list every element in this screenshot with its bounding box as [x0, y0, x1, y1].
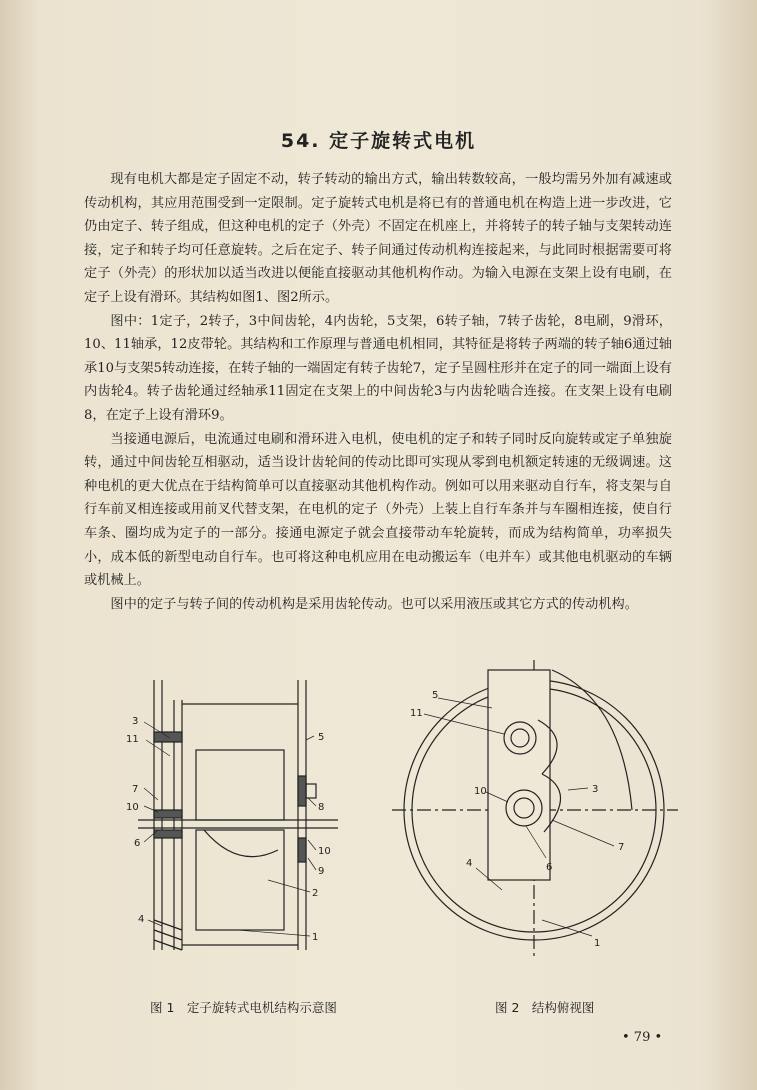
- page-number: • 79 •: [622, 1030, 663, 1045]
- figure-2-caption: 图 2 结构俯视图: [495, 1000, 595, 1015]
- fig1-label-2: 2: [312, 888, 319, 899]
- fig1-label-11: 11: [126, 734, 139, 745]
- fig1-label-9: 9: [318, 866, 325, 877]
- paragraph-4: 图中的定子与转子间的传动机构是采用齿轮传动。也可以采用液压或其它方式的传动机构。: [110, 596, 638, 612]
- fig1-label-10b: 10: [318, 846, 331, 857]
- paragraph-3: 当接通电源后，电流通过电刷和滑环进入电机，使电机的定子和转子同时反向旋转或定子单独旋转，通过中间齿轮互相驱动，适当设计齿轮间的传动比即可实现从零到电机额定转速的无级调速。这种电机的更大优点在于结构简单可以直接驱动其他机构作动。例如可以用来驱动自行车，将支架与自行车前叉相连接或用前叉代替支架，在电机的定子（外壳）上装上自行车条并与车圈相连接，使自行车条、圈均成为定子的一部分。接通电源定子就会直接带动车轮旋转，而成为结构简单，功率损失小，成本低的新型电动自行车。也可将这种电机应用在电动搬运车（电并车）或其他电机驱动的车辆或机械上。: [84, 431, 672, 589]
- fig1-label-10a: 10: [126, 802, 139, 813]
- fig2-label-4: 4: [466, 858, 473, 869]
- figure-2-top-view: [392, 640, 682, 970]
- article-body: [84, 168, 672, 616]
- figure-1-caption: 图 1 定子旋转式电机结构示意图: [150, 1000, 337, 1015]
- fig2-label-6: 6: [546, 862, 553, 873]
- fig1-label-5: 5: [318, 732, 325, 743]
- fig2-label-5: 5: [432, 690, 439, 701]
- fig1-label-3: 3: [132, 716, 139, 727]
- fig1-label-6: 6: [134, 838, 141, 849]
- figure-1-schematic: [118, 680, 358, 970]
- fig2-label-1: 1: [594, 938, 601, 949]
- fig1-label-4: 4: [138, 914, 145, 925]
- fig2-label-11: 11: [410, 708, 423, 719]
- paragraph-1: 现有电机大都是定子固定不动，转子转动的输出方式，输出转数较高，一般均需另外加有减速或传动机构，其应用范围受到一定限制。定子旋转式电机是将已有的普通电机在构造上进一步改进，它仍由定子、转子组成，但这种电机的定子（外壳）不固定在机座上，并将转子的转子轴与支架转动连接，定子和转子均可任意旋转。之后在定子、转子间通过传动机构连接起来，与此同时根据需要可将定子（外壳）的形状加以适当改进以便能直接驱动其他机构作动。为输入电源在支架上设有电刷，在定子上设有滑环。其结构如图1、图2所示。: [84, 172, 672, 305]
- fig1-label-7: 7: [132, 784, 139, 795]
- fig2-label-3: 3: [592, 784, 599, 795]
- fig2-label-7: 7: [618, 842, 625, 853]
- fig1-label-8: 8: [318, 802, 325, 813]
- fig2-label-10: 10: [474, 786, 487, 797]
- paragraph-2: 图中：1定子，2转子，3中间齿轮，4内齿轮，5支架，6转子轴，7转子齿轮，8电刷，9滑环，10、11轴承，12皮带轮。其结构和工作原理与普通电机相同，其特征是将转子两端的转子轴6通过轴承10与支架5转动连接，在转子轴的一端固定有转子齿轮7，定子呈圆柱形并在定子的同一端面上设有内齿轮4。转子齿轮通过经轴承11固定在支架上的中间齿轮3与内齿轮啮合连接。在支架上设有电刷8，在定子上设有滑环9。: [84, 313, 672, 423]
- fig1-label-1: 1: [312, 932, 319, 943]
- article-title: 54. 定子旋转式电机: [280, 130, 477, 152]
